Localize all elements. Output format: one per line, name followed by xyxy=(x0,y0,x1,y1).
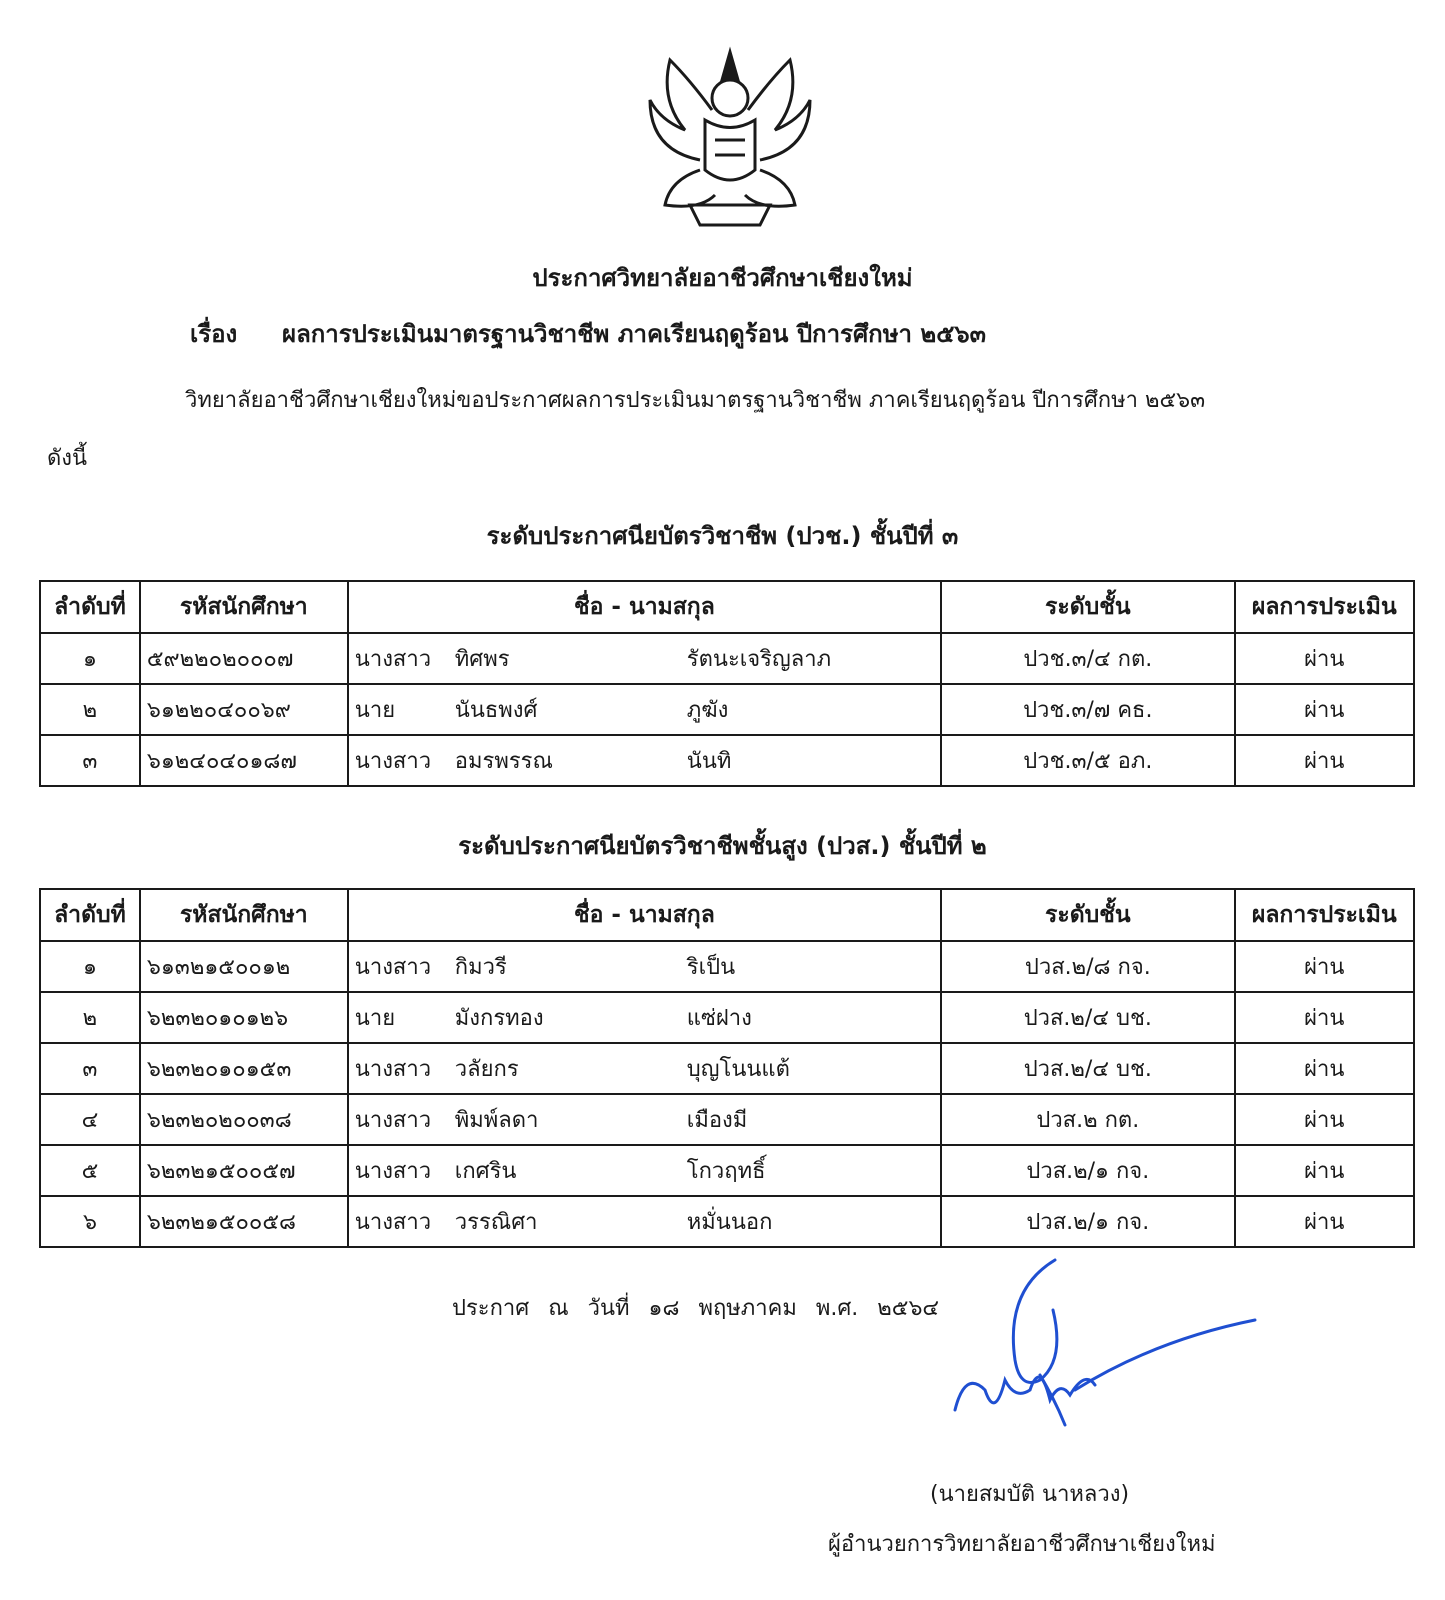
name-title: นาย xyxy=(354,698,396,723)
cell-no: ๖ xyxy=(40,1196,140,1247)
cell-student-id: ๖๒๓๒๑๕๐๐๕๗ xyxy=(140,1145,348,1196)
cell-no: ๕ xyxy=(40,1145,140,1196)
intro-paragraph-continued: ดังนี้ xyxy=(47,446,88,471)
table-row xyxy=(40,735,1414,786)
cell-result: ผ่าน xyxy=(1235,735,1414,786)
cell-level: ปวส.๒/๘ กจ. xyxy=(941,941,1235,992)
cell-level: ปวส.๒ กต. xyxy=(941,1094,1235,1145)
cell-no: ๑ xyxy=(40,941,140,992)
cell-name xyxy=(348,1196,941,1247)
last-name: นันทิ xyxy=(686,749,732,774)
subject-text: ผลการประเมินมาตรฐานวิชาชีพ ภาคเรียนฤดูร้อน ปีการศึกษา ๒๕๖๓ xyxy=(282,320,986,348)
cell-student-id: ๖๒๓๒๑๕๐๐๕๘ xyxy=(140,1196,348,1247)
last-name: แซ่ฝาง xyxy=(686,1006,752,1031)
cell-level: ปวส.๒/๑ กจ. xyxy=(941,1196,1235,1247)
header-result: ผลการประเมิน xyxy=(1235,889,1414,941)
first-name: กิมวรี xyxy=(454,955,507,980)
cell-level: ปวช.๓/๔ กต. xyxy=(941,633,1235,684)
cell-student-id: ๖๑๓๒๑๕๐๐๑๒ xyxy=(140,941,348,992)
cell-student-id: ๖๑๒๔๐๔๐๑๘๗ xyxy=(140,735,348,786)
cell-level: ปวช.๓/๗ คธ. xyxy=(941,684,1235,735)
intro-paragraph: วิทยาลัยอาชีวศึกษาเชียงใหม่ขอประกาศผลการประเมินมาตรฐานวิชาชีพ ภาคเรียนฤดูร้อน ปีการศึกษา ๒๕๖๓ xyxy=(185,388,1206,413)
cell-student-id: ๖๒๓๒๐๑๐๑๕๓ xyxy=(140,1043,348,1094)
first-name: อมรพรรณ xyxy=(454,749,553,774)
results-table-vocational xyxy=(39,580,1415,787)
header-name: ชื่อ - นามสกุล xyxy=(348,889,941,941)
last-name: บุญโนนแต้ xyxy=(686,1057,790,1082)
name-title: นางสาว xyxy=(354,1108,432,1133)
cell-student-id: ๕๙๒๒๐๒๐๐๐๗ xyxy=(140,633,348,684)
cell-no: ๑ xyxy=(40,633,140,684)
garuda-emblem-icon xyxy=(630,40,830,240)
cell-no: ๓ xyxy=(40,735,140,786)
cell-name xyxy=(348,735,941,786)
subject-line xyxy=(190,314,986,353)
table-row xyxy=(40,1043,1414,1094)
cell-no: ๓ xyxy=(40,1043,140,1094)
name-title: นางสาว xyxy=(354,1210,432,1235)
name-title: นาย xyxy=(354,1006,396,1031)
cell-level: ปวส.๒/๑ กจ. xyxy=(941,1145,1235,1196)
header-student-id: รหัสนักศึกษา xyxy=(140,889,348,941)
name-title: นางสาว xyxy=(354,749,432,774)
cell-no: ๒ xyxy=(40,992,140,1043)
cell-result: ผ่าน xyxy=(1235,941,1414,992)
first-name: มังกรทอง xyxy=(454,1006,544,1031)
first-name: พิมพ์ลดา xyxy=(454,1108,539,1133)
header-student-id: รหัสนักศึกษา xyxy=(140,581,348,633)
cell-result: ผ่าน xyxy=(1235,1094,1414,1145)
cell-name xyxy=(348,1043,941,1094)
cell-result: ผ่าน xyxy=(1235,633,1414,684)
table-row xyxy=(40,941,1414,992)
first-name: นันธพงศ์ xyxy=(454,698,538,723)
cell-student-id: ๖๒๓๒๐๑๐๑๒๖ xyxy=(140,992,348,1043)
cell-name xyxy=(348,1145,941,1196)
cell-level: ปวส.๒/๔ บช. xyxy=(941,1043,1235,1094)
first-name: เกศริน xyxy=(454,1159,517,1184)
cell-result: ผ่าน xyxy=(1235,992,1414,1043)
signer-name: (นายสมบัติ นาหลวง) xyxy=(930,1482,1130,1507)
name-title: นางสาว xyxy=(354,955,432,980)
first-name: วลัยกร xyxy=(454,1057,519,1082)
cell-level: ปวส.๒/๔ บช. xyxy=(941,992,1235,1043)
header-no: ลำดับที่ xyxy=(40,581,140,633)
cell-name xyxy=(348,992,941,1043)
header-result: ผลการประเมิน xyxy=(1235,581,1414,633)
cell-result: ผ่าน xyxy=(1235,1145,1414,1196)
cell-no: ๔ xyxy=(40,1094,140,1145)
first-name: วรรณิศา xyxy=(454,1210,538,1235)
signature-icon xyxy=(945,1250,1265,1450)
cell-name xyxy=(348,684,941,735)
section-heading-higher-vocational: ระดับประกาศนียบัตรวิชาชีพชั้นสูง (ปวส.) ชั้นปีที่ ๒ xyxy=(458,832,987,860)
first-name: ทิศพร xyxy=(454,647,510,672)
table-row xyxy=(40,1094,1414,1145)
header-level: ระดับชั้น xyxy=(941,889,1235,941)
last-name: ริเป็น xyxy=(686,955,736,980)
name-title: นางสาว xyxy=(354,1057,432,1082)
table-row xyxy=(40,633,1414,684)
table-row xyxy=(40,992,1414,1043)
name-title: นางสาว xyxy=(354,1159,432,1184)
section-heading-vocational: ระดับประกาศนียบัตรวิชาชีพ (ปวช.) ชั้นปีที่ ๓ xyxy=(486,522,959,550)
header-no: ลำดับที่ xyxy=(40,889,140,941)
subject-label: เรื่อง xyxy=(190,320,238,348)
signer-position: ผู้อำนวยการวิทยาลัยอาชีวศึกษาเชียงใหม่ xyxy=(828,1532,1216,1557)
last-name: โกวฤทธิ์ xyxy=(686,1159,766,1184)
header-level: ระดับชั้น xyxy=(941,581,1235,633)
cell-result: ผ่าน xyxy=(1235,1196,1414,1247)
last-name: ภูฆัง xyxy=(686,698,729,723)
cell-name xyxy=(348,633,941,684)
announcement-date: ประกาศ ณ วันที่ ๑๘ พฤษภาคม พ.ศ. ๒๕๖๔ xyxy=(452,1296,940,1321)
cell-name xyxy=(348,1094,941,1145)
last-name: รัตนะเจริญลาภ xyxy=(686,647,832,672)
cell-result: ผ่าน xyxy=(1235,684,1414,735)
cell-student-id: ๖๑๒๒๐๔๐๐๖๙ xyxy=(140,684,348,735)
cell-result: ผ่าน xyxy=(1235,1043,1414,1094)
document-title: ประกาศวิทยาลัยอาชีวศึกษาเชียงใหม่ xyxy=(532,264,913,292)
cell-no: ๒ xyxy=(40,684,140,735)
results-table-higher-vocational xyxy=(39,888,1415,1248)
header-name: ชื่อ - นามสกุล xyxy=(348,581,941,633)
name-title: นางสาว xyxy=(354,647,432,672)
table-row xyxy=(40,1196,1414,1247)
table-row xyxy=(40,684,1414,735)
cell-name xyxy=(348,941,941,992)
table-row xyxy=(40,1145,1414,1196)
cell-level: ปวช.๓/๕ อภ. xyxy=(941,735,1235,786)
cell-student-id: ๖๒๓๒๐๒๐๐๓๘ xyxy=(140,1094,348,1145)
last-name: เมืองมี xyxy=(686,1108,748,1133)
last-name: หมั่นนอก xyxy=(686,1210,773,1235)
